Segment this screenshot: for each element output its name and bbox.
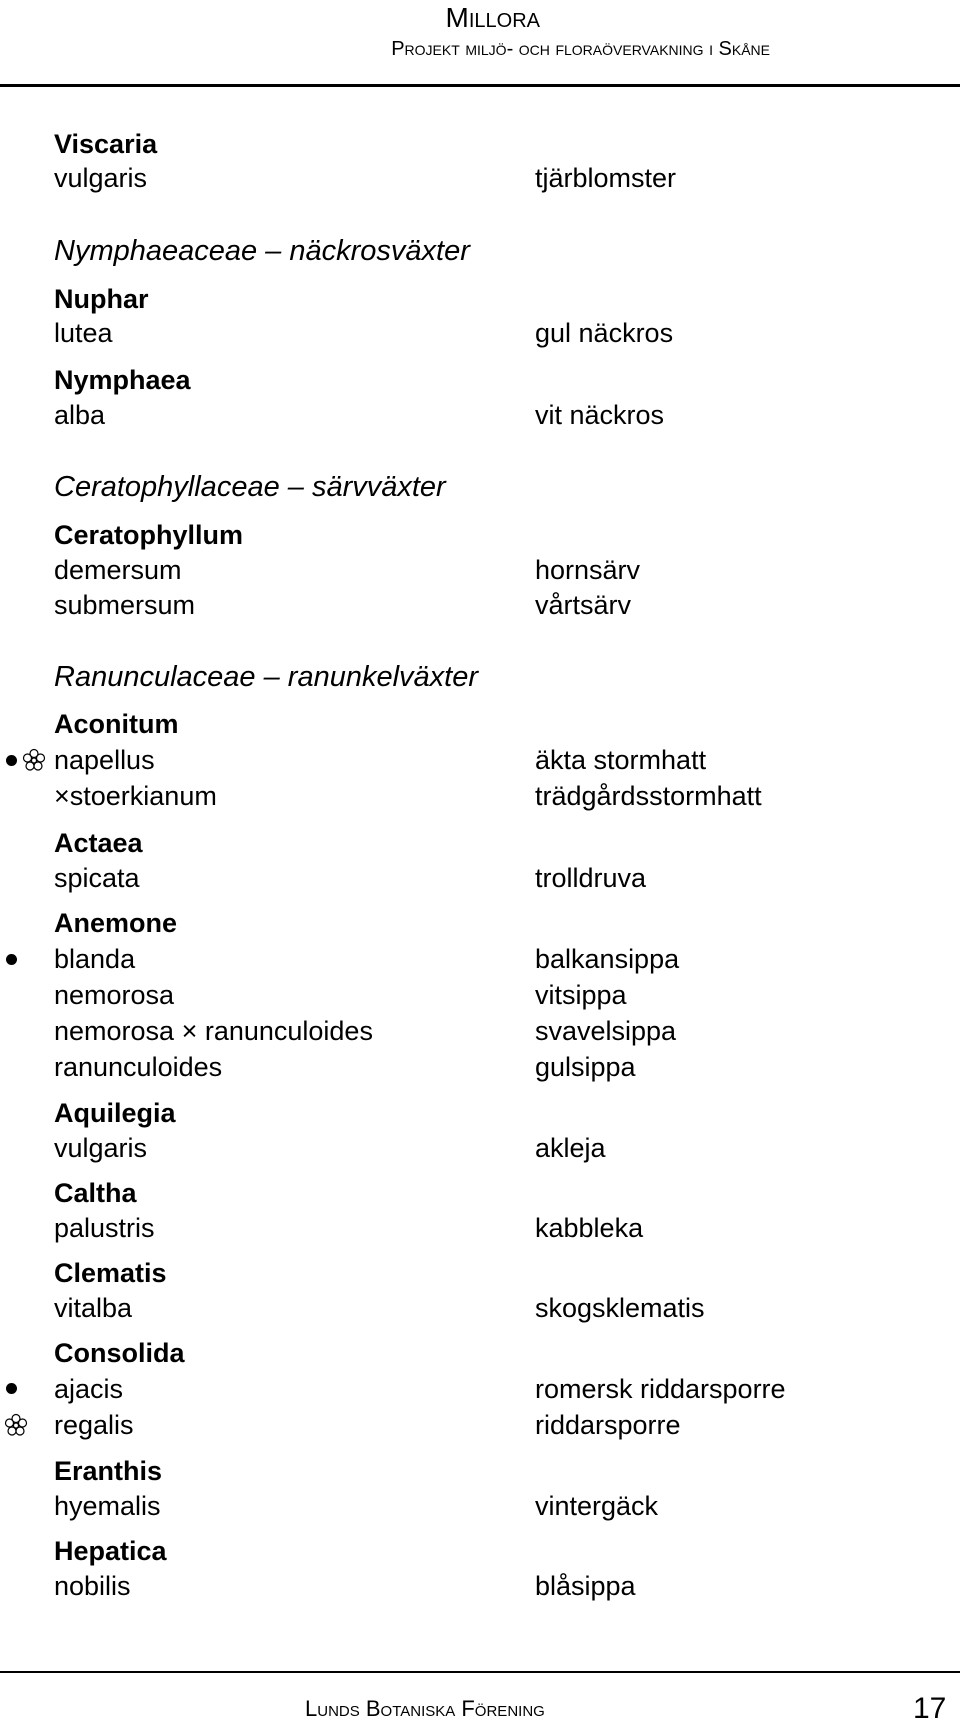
species-consolida-ajacis: ajacis: [54, 1374, 124, 1404]
species-aconitum-napellus: napellus: [54, 745, 155, 775]
common-viscaria-vulgaris: tjärblomster: [535, 163, 677, 193]
flower-icon: [4, 1413, 28, 1437]
species-nuphar-lutea: lutea: [54, 318, 113, 348]
footer-rule: [0, 1671, 960, 1673]
common-anemone-ranunculoides: gulsippa: [535, 1052, 636, 1082]
genus-nuphar: Nuphar: [54, 284, 149, 314]
species-anemone-blanda: blanda: [54, 944, 136, 974]
genus-consolida: Consolida: [54, 1338, 185, 1368]
species-anemone-nemorosa: nemorosa: [54, 980, 175, 1010]
species-ceratophyllum-submersum: submersum: [54, 590, 196, 620]
genus-actaea: Actaea: [54, 828, 143, 858]
common-ceratophyllum-submersum: vårtsärv: [535, 590, 632, 620]
page-number: 17: [913, 1692, 947, 1725]
common-clematis-vitalba: skogsklematis: [535, 1293, 705, 1323]
species-eranthis-hyemalis: hyemalis: [54, 1491, 161, 1521]
common-anemone-nemorosa: vitsippa: [535, 980, 627, 1010]
genus-caltha: Caltha: [54, 1178, 137, 1208]
footer-text: Lunds Botaniska Förening: [305, 1696, 545, 1721]
family-ceratophyllaceae: Ceratophyllaceae – särvväxter: [54, 471, 446, 503]
common-nymphaea-alba: vit näckros: [535, 400, 665, 430]
genus-clematis: Clematis: [54, 1258, 167, 1288]
species-consolida-regalis: regalis: [54, 1410, 134, 1440]
species-aconitum-stoerkianum: ×stoerkianum: [54, 781, 217, 811]
species-clematis-vitalba: vitalba: [54, 1293, 133, 1323]
header-title: Millora: [445, 2, 540, 33]
common-actaea-spicata: trolldruva: [535, 863, 647, 893]
common-consolida-regalis: riddarsporre: [535, 1410, 681, 1440]
common-caltha-palustris: kabbleka: [535, 1213, 644, 1243]
common-consolida-ajacis: romersk riddarsporre: [535, 1374, 786, 1404]
species-hepatica-nobilis: nobilis: [54, 1571, 131, 1601]
genus-eranthis: Eranthis: [54, 1456, 163, 1486]
species-nymphaea-alba: alba: [54, 400, 106, 430]
species-anemone-hybrid: nemorosa × ranunculoides: [54, 1016, 373, 1046]
family-ranunculaceae: Ranunculaceae – ranunkelväxter: [54, 661, 478, 693]
genus-nymphaea: Nymphaea: [54, 365, 191, 395]
species-ceratophyllum-demersum: demersum: [54, 555, 182, 585]
common-ceratophyllum-demersum: hornsärv: [535, 555, 641, 585]
common-aconitum-stoerkianum: trädgårdsstormhatt: [535, 781, 762, 811]
species-aquilegia-vulgaris: vulgaris: [54, 1133, 148, 1163]
common-nuphar-lutea: gul näckros: [535, 318, 674, 348]
genus-aconitum: Aconitum: [54, 709, 179, 739]
family-nymphaeaceae: Nymphaeaceae – näckrosväxter: [54, 235, 470, 267]
common-aconitum-napellus: äkta stormhatt: [535, 745, 707, 775]
genus-viscaria: Viscaria: [54, 129, 158, 159]
common-anemone-hybrid: svavelsippa: [535, 1016, 677, 1046]
header-rule: [0, 84, 960, 87]
bullet-dot-icon: [6, 755, 17, 766]
genus-anemone: Anemone: [54, 908, 178, 938]
genus-aquilegia: Aquilegia: [54, 1098, 176, 1128]
bullet-dot-icon: [6, 954, 17, 965]
genus-ceratophyllum: Ceratophyllum: [54, 520, 244, 550]
flower-icon: [22, 748, 46, 772]
common-eranthis-hyemalis: vintergäck: [535, 1491, 659, 1521]
bullet-dot-icon: [6, 1383, 17, 1394]
common-aquilegia-vulgaris: akleja: [535, 1133, 606, 1163]
common-hepatica-nobilis: blåsippa: [535, 1571, 636, 1601]
header-subtitle: Projekt miljö- och floraövervakning i Skåne: [391, 38, 770, 60]
species-actaea-spicata: spicata: [54, 863, 140, 893]
species-caltha-palustris: palustris: [54, 1213, 155, 1243]
common-anemone-blanda: balkansippa: [535, 944, 680, 974]
species-viscaria-vulgaris: vulgaris: [54, 163, 148, 193]
genus-hepatica: Hepatica: [54, 1536, 167, 1566]
species-anemone-ranunculoides: ranunculoides: [54, 1052, 223, 1082]
